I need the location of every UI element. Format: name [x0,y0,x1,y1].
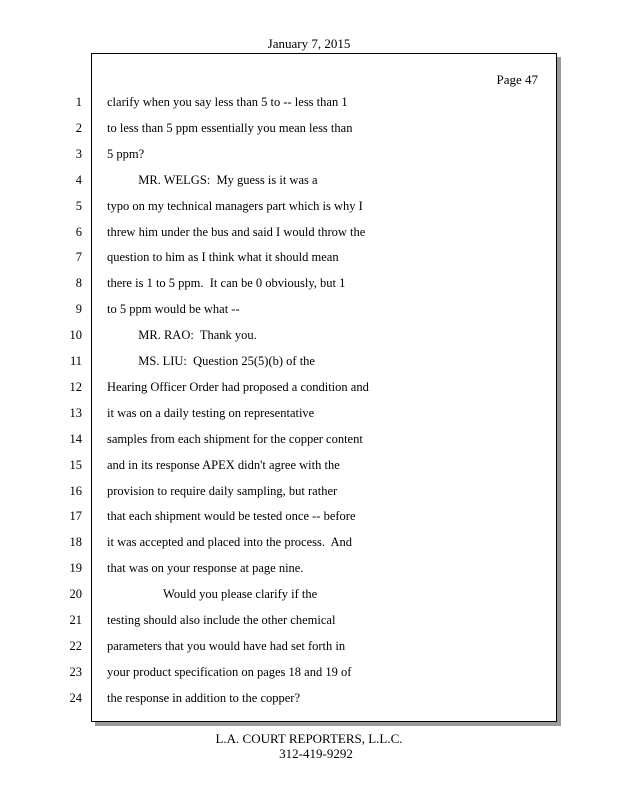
line-number: 16 [69,484,82,498]
line-number: 23 [69,665,82,679]
line-number: 2 [75,121,82,135]
line-text: to 5 ppm would be what -- [107,302,240,316]
page-number: Page 47 [496,72,538,87]
line-text: and in its response APEX didn't agree with the [107,458,340,472]
line-text: threw him under the bus and said I would throw the [107,225,366,239]
line-number: 15 [69,458,82,472]
line-number: 20 [69,587,82,601]
line-number: 14 [69,432,82,446]
line-number: 11 [69,354,82,368]
line-text: that each shipment would be tested once -- before [107,509,356,523]
line-text: question to him as I think what it should mean [107,250,339,264]
line-text: the response in addition to the copper? [107,691,300,705]
line-number: 3 [75,147,82,161]
line-text: samples from each shipment for the copper content [107,432,363,446]
line-text: Would you please clarify if the [107,587,318,601]
line-number: 1 [75,95,82,109]
line-text: that was on your response at page nine. [107,561,304,575]
line-number: 22 [69,639,82,653]
line-number: 18 [69,535,82,549]
reporter-phone: 312-419-9292 [279,746,353,761]
line-text: it was accepted and placed into the process. And [107,535,353,549]
line-text: 5 ppm? [107,147,145,161]
line-text: it was on a daily testing on representative [107,406,315,420]
line-number: 13 [69,406,82,420]
line-number: 6 [75,225,82,239]
line-number: 4 [75,173,82,187]
line-text: parameters that you would have had set forth in [107,639,346,653]
line-number: 8 [75,276,82,290]
line-text: to less than 5 ppm essentially you mean less than [107,121,353,135]
line-text: clarify when you say less than 5 to -- less than 1 [107,95,348,109]
transcript-date: January 7, 2015 [267,36,351,51]
line-text: provision to require daily sampling, but rather [107,484,338,498]
line-number: 5 [75,199,82,213]
line-text: MS. LIU: Question 25(5)(b) of the [107,354,315,368]
line-number: 12 [69,380,82,394]
line-text: typo on my technical managers part which is why I [107,199,363,213]
line-text: MR. WELGS: My guess is it was a [107,173,318,187]
line-text: your product specification on pages 18 and 19 of [107,665,352,679]
line-text: MR. RAO: Thank you. [107,328,257,342]
line-number: 17 [69,509,82,523]
line-number: 24 [69,691,82,705]
line-text: Hearing Officer Order had proposed a condition and [107,380,369,394]
line-text: testing should also include the other chemical [107,613,336,627]
reporter-company: L.A. COURT REPORTERS, L.L.C. [215,731,403,746]
line-text: there is 1 to 5 ppm. It can be 0 obviously, but 1 [107,276,346,290]
line-number: 10 [69,328,82,342]
line-number: 19 [69,561,82,575]
line-number: 9 [75,302,82,316]
line-number: 7 [75,250,82,264]
line-number: 21 [69,613,82,627]
